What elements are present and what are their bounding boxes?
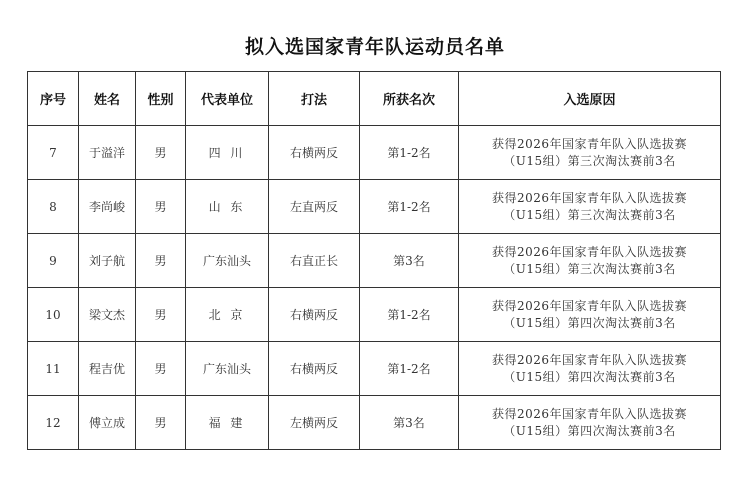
reason-line-1: 获得2026年国家青年队入队选拔赛 (491, 136, 688, 151)
cell-rank: 第3名 (360, 234, 459, 288)
reason-line-1: 获得2026年国家青年队入队选拔赛 (491, 244, 688, 259)
cell-style: 右横两反 (269, 342, 360, 396)
cell-no: 7 (28, 126, 79, 180)
document-title: 拟入选国家青年队运动员名单 (244, 36, 505, 58)
cell-name: 程吉优 (79, 342, 136, 396)
cell-gender: 男 (136, 126, 186, 180)
cell-style: 左横两反 (269, 396, 360, 450)
reason-line-1: 获得2026年国家青年队入队选拔赛 (491, 352, 688, 367)
reason-line-2: （U15组）第四次淘汰赛前3名 (503, 369, 676, 384)
cell-style: 右横两反 (269, 126, 360, 180)
cell-unit: 北 京 (186, 288, 269, 342)
cell-style: 左直两反 (269, 180, 360, 234)
header-unit: 代表单位 (186, 72, 269, 126)
cell-no: 9 (28, 234, 79, 288)
table-row (28, 234, 721, 288)
reason-line-2: （U15组）第三次淘汰赛前3名 (503, 153, 676, 168)
cell-unit: 福 建 (186, 396, 269, 450)
reason-line-2: （U15组）第四次淘汰赛前3名 (503, 423, 676, 438)
cell-reason (459, 180, 721, 234)
header-reason: 入选原因 (459, 72, 721, 126)
cell-rank: 第1-2名 (360, 126, 459, 180)
cell-reason (459, 126, 721, 180)
cell-reason (459, 234, 721, 288)
table-row (28, 180, 721, 234)
header-no: 序号 (28, 72, 79, 126)
reason-line-2: （U15组）第三次淘汰赛前3名 (503, 207, 676, 222)
cell-rank: 第1-2名 (360, 180, 459, 234)
cell-unit: 广东汕头 (186, 342, 269, 396)
cell-name: 刘子航 (79, 234, 136, 288)
cell-unit: 广东汕头 (186, 234, 269, 288)
cell-gender: 男 (136, 396, 186, 450)
header-gender: 性别 (136, 72, 186, 126)
cell-style: 右直正长 (269, 234, 360, 288)
cell-unit: 山 东 (186, 180, 269, 234)
cell-name: 李尚峻 (79, 180, 136, 234)
cell-rank: 第1-2名 (360, 288, 459, 342)
cell-no: 11 (28, 342, 79, 396)
table-row (28, 396, 721, 450)
cell-style: 右横两反 (269, 288, 360, 342)
athlete-roster-table (27, 71, 721, 450)
cell-gender: 男 (136, 288, 186, 342)
table-row (28, 126, 721, 180)
cell-name: 梁文杰 (79, 288, 136, 342)
cell-reason (459, 396, 721, 450)
header-name: 姓名 (79, 72, 136, 126)
cell-reason (459, 288, 721, 342)
cell-name: 傅立成 (79, 396, 136, 450)
cell-rank: 第1-2名 (360, 342, 459, 396)
cell-no: 10 (28, 288, 79, 342)
reason-line-1: 获得2026年国家青年队入队选拔赛 (491, 406, 688, 421)
table-header-row (28, 72, 721, 126)
table-row (28, 288, 721, 342)
header-style: 打法 (269, 72, 360, 126)
reason-line-1: 获得2026年国家青年队入队选拔赛 (491, 190, 688, 205)
reason-line-1: 获得2026年国家青年队入队选拔赛 (491, 298, 688, 313)
reason-line-2: （U15组）第四次淘汰赛前3名 (503, 315, 676, 330)
cell-gender: 男 (136, 342, 186, 396)
cell-gender: 男 (136, 234, 186, 288)
cell-no: 8 (28, 180, 79, 234)
header-rank: 所获名次 (360, 72, 459, 126)
cell-name: 于溢洋 (79, 126, 136, 180)
cell-no: 12 (28, 396, 79, 450)
cell-unit: 四 川 (186, 126, 269, 180)
cell-reason (459, 342, 721, 396)
cell-rank: 第3名 (360, 396, 459, 450)
reason-line-2: （U15组）第三次淘汰赛前3名 (503, 261, 676, 276)
cell-gender: 男 (136, 180, 186, 234)
table-row (28, 342, 721, 396)
